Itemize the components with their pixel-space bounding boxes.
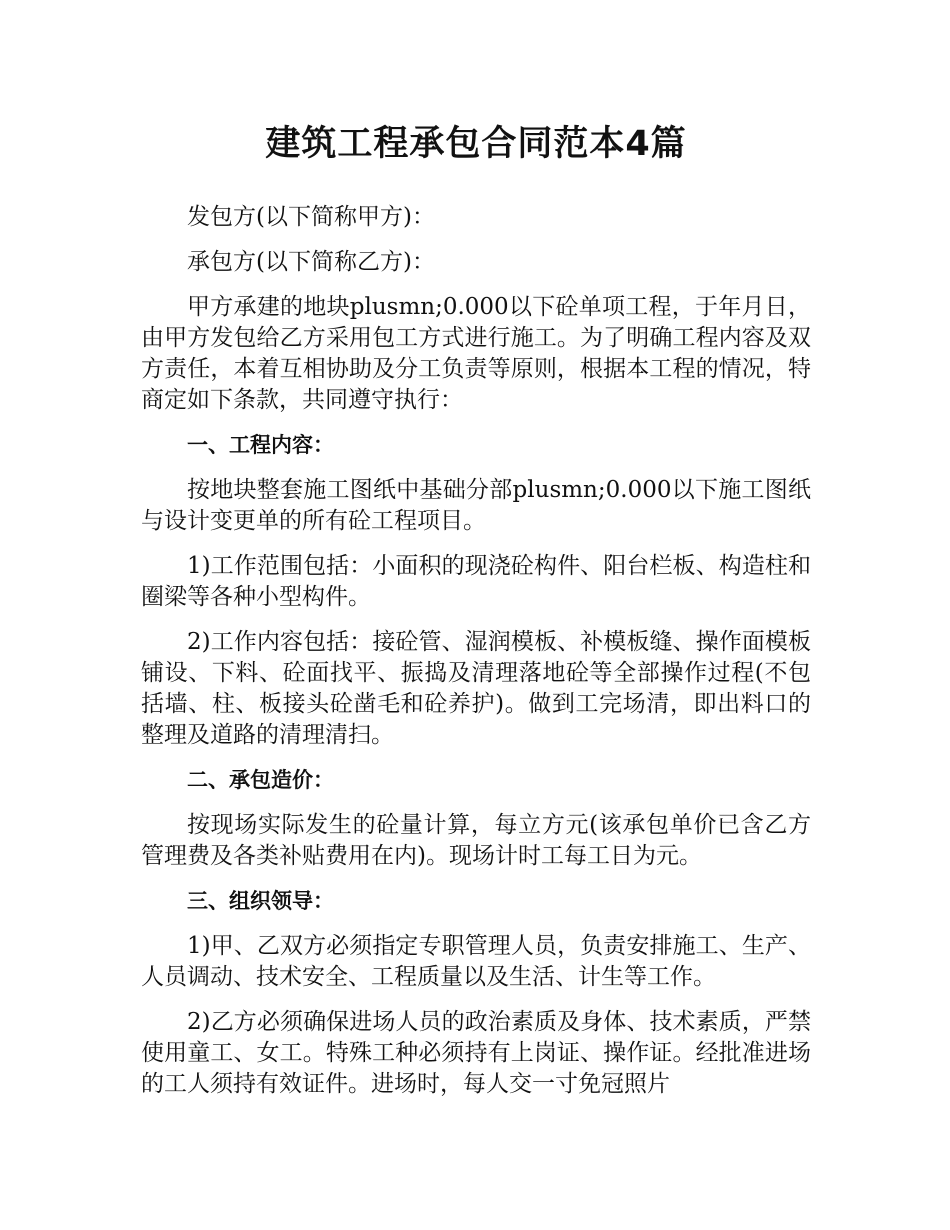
section-heading-work-content: 一、工程内容：: [187, 433, 334, 457]
document-page: [141, 0, 811, 1114]
paragraph-work-scope-drawings: 按地块整套施工图纸中基础分部plusmn;0.000以下施工图纸与设计变更单的所有砼工程项目。: [141, 477, 811, 534]
paragraph-intro: 甲方承建的地块plusmn;0.000以下砼单项工程，于年月日，由甲方发包给乙方采用包工方式进行施工。为了明确工程内容及双方责任，本着互相协助及分工负责等原则，根据本工程的情况，特商定如下条款，共同遵守执行：: [141, 294, 811, 413]
paragraph-employer: 发包方(以下简称甲方)：: [187, 204, 435, 230]
section-heading-contract-price: 二、承包造价：: [187, 768, 334, 792]
paragraph-personnel-quality: 2)乙方必须确保进场人员的政治素质及身体、技术素质，严禁使用童工、女工。特殊工种必须持有上岗证、操作证。经批准进场的工人须持有效证件。进场时，每人交一寸免冠照片: [141, 1009, 811, 1097]
paragraph-management-staff: 1)甲、乙双方必须指定专职管理人员，负责安排施工、生产、人员调动、技术安全、工程质量以及生活、计生等工作。: [141, 933, 811, 990]
document-body: [141, 202, 811, 1100]
paragraph-work-items: 2)工作内容包括：接砼管、湿润模板、补模板缝、操作面模板铺设、下料、砼面找平、振捣及清理落地砼等全部操作过程(不包括墙、柱、板接头砼凿毛和砼养护)。做到工完场清，即出料口的整理及道路的清理清扫。: [141, 629, 811, 748]
section-heading-organization: 三、组织领导：: [187, 889, 334, 913]
document-title: 建筑工程承包合同范本4篇: [265, 124, 687, 164]
paragraph-contractor: 承包方(以下简称乙方)：: [187, 249, 435, 275]
paragraph-price: 按现场实际发生的砼量计算，每立方元(该承包单价已含乙方管理费及各类补贴费用在内)。现场计时工每工日为元。: [141, 812, 811, 869]
paragraph-work-range: 1)工作范围包括：小面积的现浇砼构件、阳台栏板、构造柱和圈梁等各种小型构件。: [141, 553, 811, 610]
